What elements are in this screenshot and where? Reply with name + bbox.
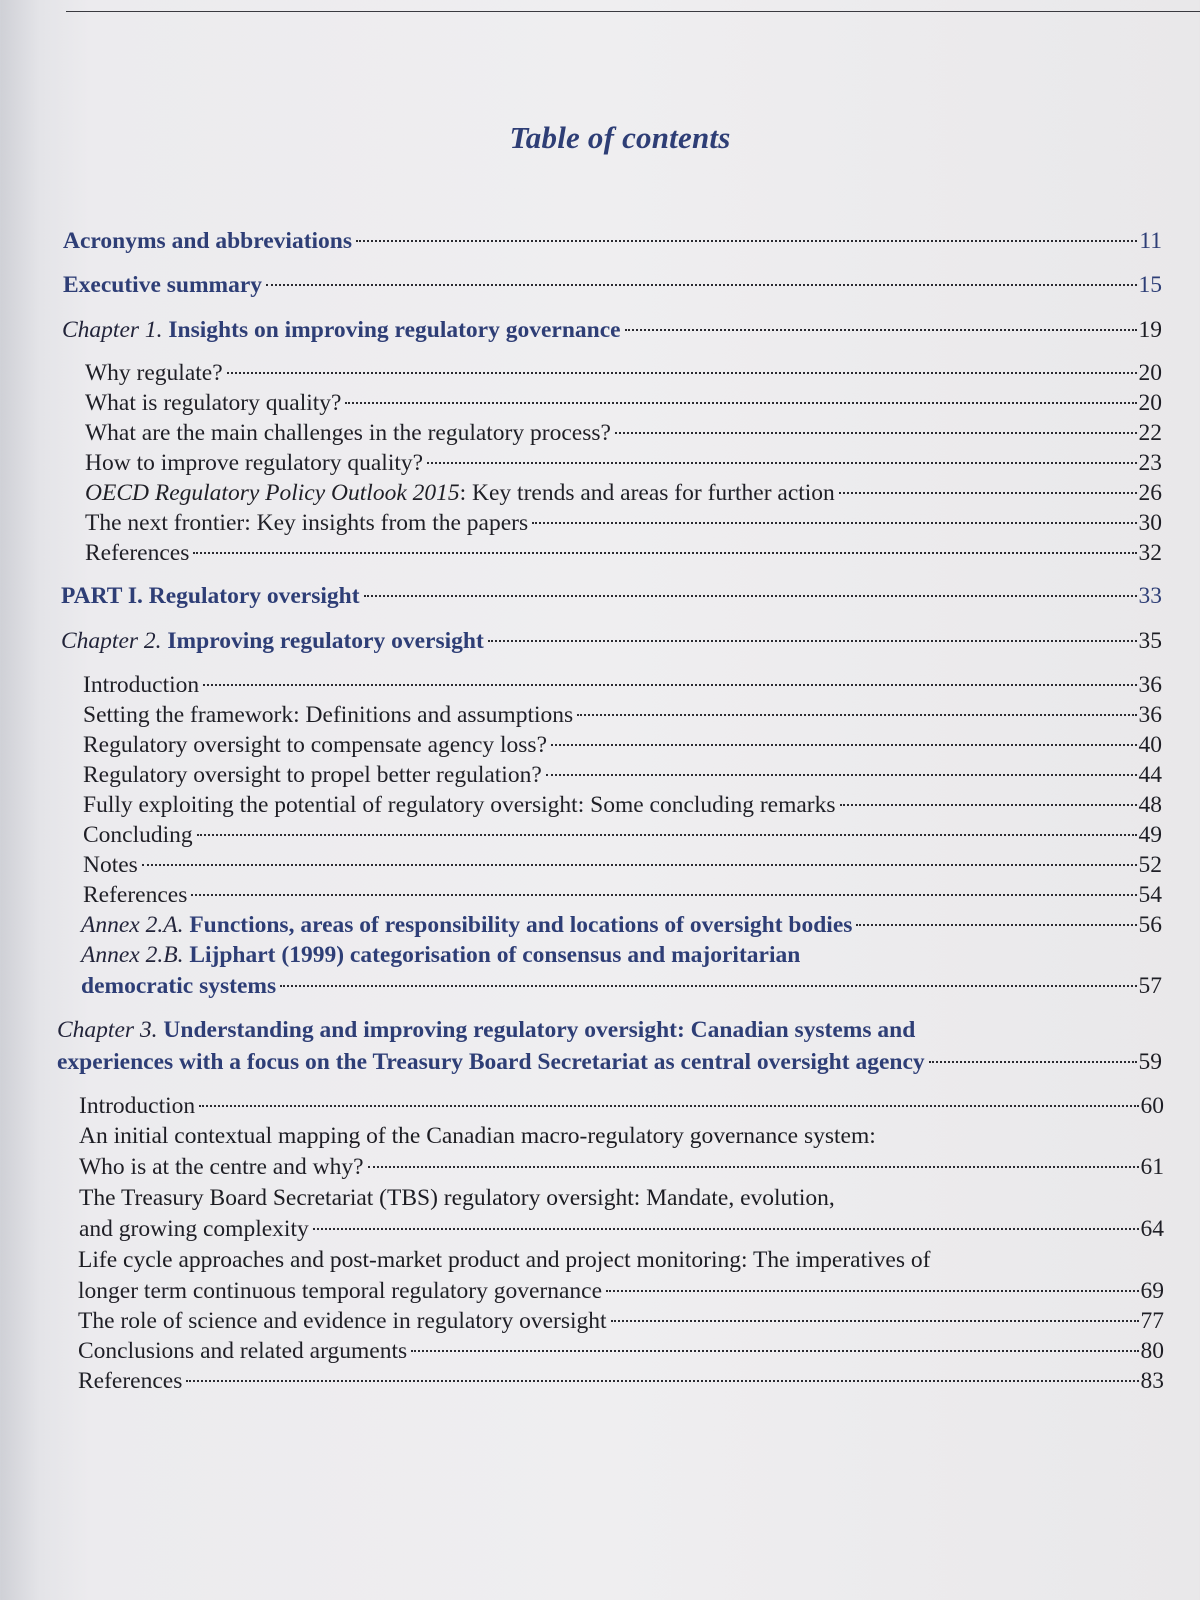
toc-entry-label: Who is at the centre and why?	[79, 1154, 364, 1180]
dot-leader	[625, 329, 1137, 331]
toc-entry-page: 35	[1138, 628, 1162, 654]
dot-leader	[546, 774, 1137, 776]
toc-entry-label-italic: OECD Regulatory Policy Outlook 2015	[85, 480, 460, 506]
dot-leader	[929, 1061, 1137, 1063]
toc-entry-page: 26	[1138, 480, 1162, 506]
toc-entry-fully-exploiting[interactable]	[83, 790, 1162, 820]
toc-entry-label: democratic systems	[81, 973, 277, 999]
toc-entry-chapter-3[interactable]	[57, 1047, 1162, 1077]
toc-entry-tbs-oversight-line1[interactable]: The Treasury Board Secretariat (TBS) regulatory oversight: Mandate, evolution,	[79, 1185, 835, 1211]
toc-entry-label: The next frontier: Key insights from the papers	[85, 510, 529, 536]
toc-entry-page: 57	[1138, 973, 1162, 999]
toc-entry-part-1[interactable]	[61, 581, 1162, 611]
toc-entry-references-ch3[interactable]	[78, 1366, 1164, 1396]
dot-leader	[532, 522, 1136, 524]
toc-entry-page: 20	[1138, 360, 1162, 386]
chapter-number: Chapter 1.	[62, 317, 163, 343]
toc-entry-page: 20	[1138, 390, 1162, 416]
toc-entry-label: How to improve regulatory quality?	[85, 450, 424, 476]
toc-entry-policy-outlook[interactable]	[85, 478, 1162, 508]
toc-entry-propel-better-regulation[interactable]	[83, 760, 1162, 790]
dot-leader	[197, 834, 1137, 836]
toc-entry-label: References	[85, 540, 190, 566]
toc-entry-label: Insights on improving regulatory governance	[168, 317, 621, 343]
toc-entry-page: 36	[1138, 702, 1162, 728]
dot-leader	[356, 240, 1137, 242]
toc-entry-page: 44	[1138, 762, 1162, 788]
toc-entry-page: 77	[1140, 1308, 1164, 1334]
chapter-number: Chapter 3.	[57, 1017, 158, 1043]
toc-entry-conclusions[interactable]	[78, 1336, 1164, 1366]
dot-leader	[345, 402, 1136, 404]
toc-entry-page: 32	[1138, 540, 1162, 566]
toc-entry-label-line1: Understanding and improving regulatory oversight: Canadian systems and	[163, 1017, 916, 1043]
toc-entry-label: Regulatory oversight to compensate agency loss?	[83, 732, 547, 758]
dot-leader	[856, 924, 1136, 926]
toc-entry-label: Introduction	[79, 1093, 196, 1119]
toc-entry-page: 61	[1140, 1154, 1164, 1180]
dot-leader	[427, 462, 1136, 464]
toc-entry-chapter-3-line1[interactable]	[57, 1015, 915, 1045]
dot-leader	[364, 595, 1137, 597]
dot-leader	[191, 894, 1136, 896]
toc-entry-label: : Key trends and areas for further action	[459, 480, 835, 506]
toc-entry-page: 49	[1138, 822, 1162, 848]
toc-entry-improve-quality[interactable]	[85, 448, 1162, 478]
toc-entry-label: PART I. Regulatory oversight	[61, 583, 360, 609]
dot-leader	[368, 1166, 1139, 1168]
toc-entry-chapter-2[interactable]	[61, 626, 1162, 656]
toc-entry-references-ch2[interactable]	[83, 880, 1162, 910]
toc-entry-label: Conclusions and related arguments	[78, 1338, 408, 1364]
toc-entry-label: References	[83, 882, 188, 908]
toc-entry-label: Fully exploiting the potential of regulatory oversight: Some concluding remarks	[83, 792, 836, 818]
toc-entry-label: Setting the framework: Definitions and assumptions	[83, 702, 574, 728]
dot-leader	[615, 432, 1137, 434]
toc-entry-regulatory-quality[interactable]	[85, 388, 1162, 418]
toc-entry-label: Concluding	[83, 822, 193, 848]
toc-entry-annex-2a[interactable]	[81, 910, 1162, 940]
toc-entry-science-evidence[interactable]	[78, 1306, 1164, 1336]
dot-leader	[411, 1350, 1138, 1352]
toc-entry-tbs-oversight[interactable]	[79, 1214, 1164, 1244]
dot-leader	[203, 684, 1136, 686]
toc-entry-page: 33	[1138, 583, 1162, 609]
toc-entry-life-cycle[interactable]	[78, 1276, 1164, 1306]
toc-entry-label: What is regulatory quality?	[85, 390, 342, 416]
toc-entry-framework[interactable]	[83, 700, 1162, 730]
dot-leader	[313, 1228, 1139, 1230]
toc-entry-page: 19	[1138, 317, 1162, 343]
page-title: Table of contents	[509, 120, 731, 155]
annex-number: Annex 2.B.	[81, 942, 184, 968]
toc-entry-introduction-ch3[interactable]	[79, 1091, 1164, 1121]
toc-entry-main-challenges[interactable]	[85, 418, 1162, 448]
dot-leader	[199, 1105, 1138, 1107]
toc-entry-label: Acronyms and abbreviations	[63, 228, 353, 254]
toc-entry-chapter-1[interactable]	[62, 315, 1162, 345]
annex-number: Annex 2.A.	[81, 912, 184, 938]
chapter-number: Chapter 2.	[61, 628, 162, 654]
toc-entry-label: and growing complexity	[79, 1216, 309, 1242]
dot-leader	[186, 1380, 1138, 1382]
toc-entry-life-cycle-line1[interactable]: Life cycle approaches and post-market product and project monitoring: The imperatives of	[78, 1247, 931, 1273]
toc-entry-concluding[interactable]	[83, 820, 1162, 850]
dot-leader	[193, 552, 1136, 554]
toc-entry-annex-2b[interactable]	[81, 971, 1162, 1001]
dot-leader	[606, 1290, 1139, 1292]
toc-entry-page: 52	[1138, 852, 1162, 878]
toc-entry-notes[interactable]	[83, 850, 1162, 880]
dot-leader	[577, 714, 1136, 716]
toc-entry-label-line1: Lijphart (1999) categorisation of consensus and majoritarian	[189, 942, 801, 968]
toc-entry-label: Introduction	[83, 672, 200, 698]
dot-leader	[839, 492, 1137, 494]
toc-entry-label: Improving regulatory oversight	[167, 628, 484, 654]
toc-entry-page: 54	[1138, 882, 1162, 908]
toc-entry-contextual-mapping-line1[interactable]: An initial contextual mapping of the Canadian macro-regulatory governance system:	[79, 1123, 876, 1149]
toc-entry-annex-2b-line1[interactable]	[81, 940, 800, 970]
toc-entry-page: 15	[1138, 272, 1162, 298]
toc-entry-label: Functions, areas of responsibility and locations of oversight bodies	[189, 912, 853, 938]
dot-leader	[840, 804, 1137, 806]
toc-entry-page: 11	[1139, 228, 1162, 254]
toc-entry-contextual-mapping[interactable]	[79, 1152, 1164, 1182]
toc-entry-page: 60	[1140, 1093, 1164, 1119]
toc-entry-next-frontier[interactable]	[85, 508, 1162, 538]
toc-entry-references-ch1[interactable]	[85, 538, 1162, 568]
dot-leader	[266, 284, 1136, 286]
toc-entry-page: 80	[1140, 1338, 1164, 1364]
toc-entry-page: 48	[1138, 792, 1162, 818]
toc-entry-page: 69	[1140, 1278, 1164, 1304]
toc-entry-introduction-ch2[interactable]	[83, 670, 1162, 700]
toc-entry-label: experiences with a focus on the Treasury Board Secretariat as central oversight agency	[57, 1049, 925, 1075]
toc-entry-label: The role of science and evidence in regulatory oversight	[78, 1308, 607, 1334]
toc-entry-label: Notes	[83, 852, 138, 878]
dot-leader	[611, 1320, 1139, 1322]
toc-entry-why-regulate[interactable]	[85, 358, 1162, 388]
toc-entry-label: References	[78, 1368, 183, 1394]
toc-entry-page: 23	[1138, 450, 1162, 476]
toc-entry-page: 83	[1140, 1368, 1164, 1394]
toc-entry-page: 22	[1138, 420, 1162, 446]
toc-entry-page: 30	[1138, 510, 1162, 536]
toc-entry-page: 40	[1138, 732, 1162, 758]
toc-entry-label: Executive summary	[63, 272, 263, 298]
toc-entry-page: 36	[1138, 672, 1162, 698]
dot-leader	[551, 744, 1137, 746]
toc-entry-page: 64	[1140, 1216, 1164, 1242]
dot-leader	[227, 372, 1137, 374]
dot-leader	[488, 640, 1137, 642]
toc-entry-label: Regulatory oversight to propel better regulation?	[83, 762, 542, 788]
toc-entry-acronyms[interactable]	[63, 226, 1162, 256]
toc-entry-executive-summary[interactable]	[63, 270, 1162, 300]
toc-entry-label: What are the main challenges in the regulatory process?	[85, 420, 611, 446]
dot-leader	[142, 864, 1137, 866]
toc-entry-label: Why regulate?	[85, 360, 223, 386]
toc-entry-label: longer term continuous temporal regulatory governance	[78, 1278, 602, 1304]
toc-entry-page: 59	[1138, 1049, 1162, 1075]
dot-leader	[280, 985, 1136, 987]
toc-entry-agency-loss[interactable]	[83, 730, 1162, 760]
toc-entry-page: 56	[1138, 912, 1162, 938]
